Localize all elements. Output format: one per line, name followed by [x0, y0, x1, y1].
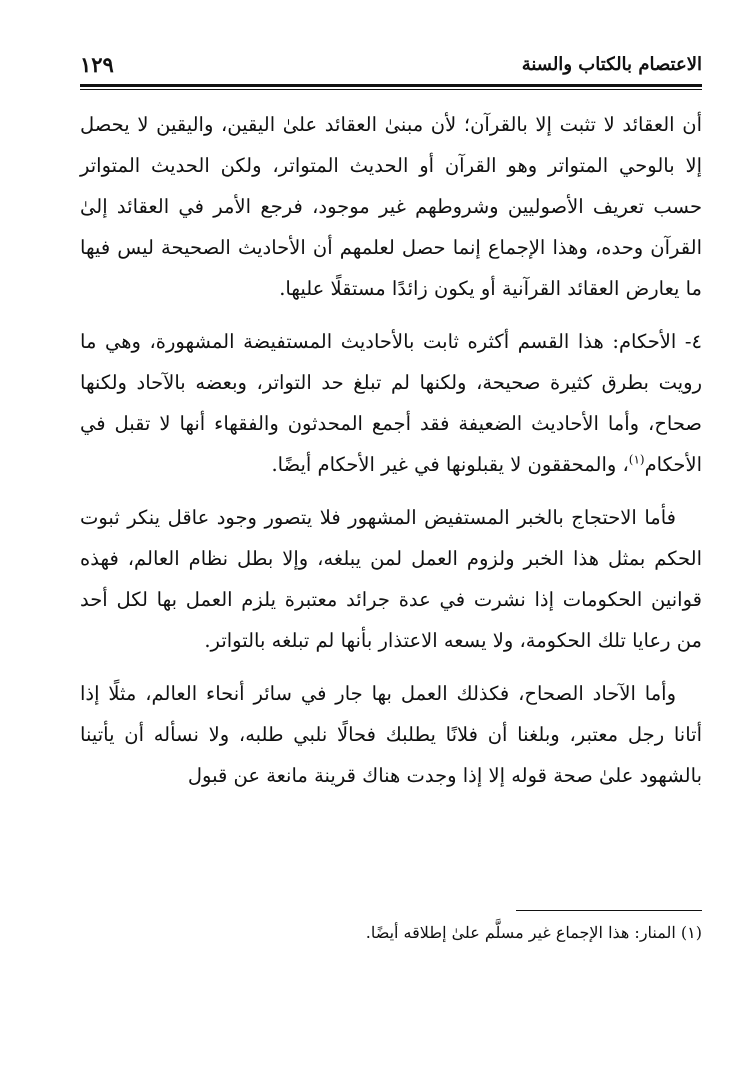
footnote: (١) المنار: هذا الإجماع غير مسلَّم علىٰ إطلاقه أيضًا. [365, 923, 702, 942]
footnote-area [80, 0, 702, 1089]
paragraph: وأما الآحاد الصحاح، فكذلك العمل بها جار في سائر أنحاء العالم، مثلًا إذا أتانا رجل معتبر، وبلغنا أن فلانًا يطلبك فحالًا نلبي طلبه، ولا نسأله أن يأتينا بالشهود علىٰ صحة قوله إلا إذا وجدت هناك قرينة مانعة عن قبول [80, 682, 702, 787]
footnote-marker: (١) [628, 452, 645, 467]
paragraph: أن العقائد لا تثبت إلا بالقرآن؛ لأن مبنىٰ العقائد علىٰ اليقين، واليقين لا يحصل إلا بالوحي المتواتر وهو القرآن أو الحديث المتواتر، ولكن الحديث المتواتر حسب تعريف الأصوليين وشروطهم غير موجود، فرجع الأمر في العقائد إلىٰ القرآن وحده، وهذا الإجماع إنما حصل لعلمهم أن الأحاديث الصحيحة ليس فيها ما يعارض العقائد القرآنية أو يكون زائدًا مستقلًا عليها. [80, 113, 702, 300]
page-number: ١٢٩ [80, 52, 114, 77]
running-title: الاعتصام بالكتاب والسنة [521, 54, 702, 75]
paragraph-text: ٤- الأحكام: هذا القسم أكثره ثابت بالأحاديث المستفيضة المشهورة، وهي ما رويت بطرق كثيرة صحيحة، ولكنها لم تبلغ حد التواتر، وبعضه بالآحاد ولكنها صحاح، وأما الأحاديث الضعيفة فقد أجمع المحدثون والفقهاء أنها لا تقبل في الأحكام [80, 330, 702, 476]
footnote-rule [516, 910, 702, 911]
paragraph: فأما الاحتجاج بالخبر المستفيض المشهور فلا يتصور وجود عاقل ينكر ثبوت الحكم بمثل هذا الخبر ولزوم العمل لمن يبلغه، وإلا بطل نظام العالم، فهذه قوانين الحكومات إذا نشرت في عدة جرائد معتبرة يلزم العمل بها لكل أحد من رعايا تلك الحكومة، ولا يسعه الاعتذار بأنها لم تبلغه بالتواتر. [80, 506, 702, 652]
paragraph-text: ، والمحققون لا يقبلونها في غير الأحكام أيضًا. [271, 453, 629, 476]
